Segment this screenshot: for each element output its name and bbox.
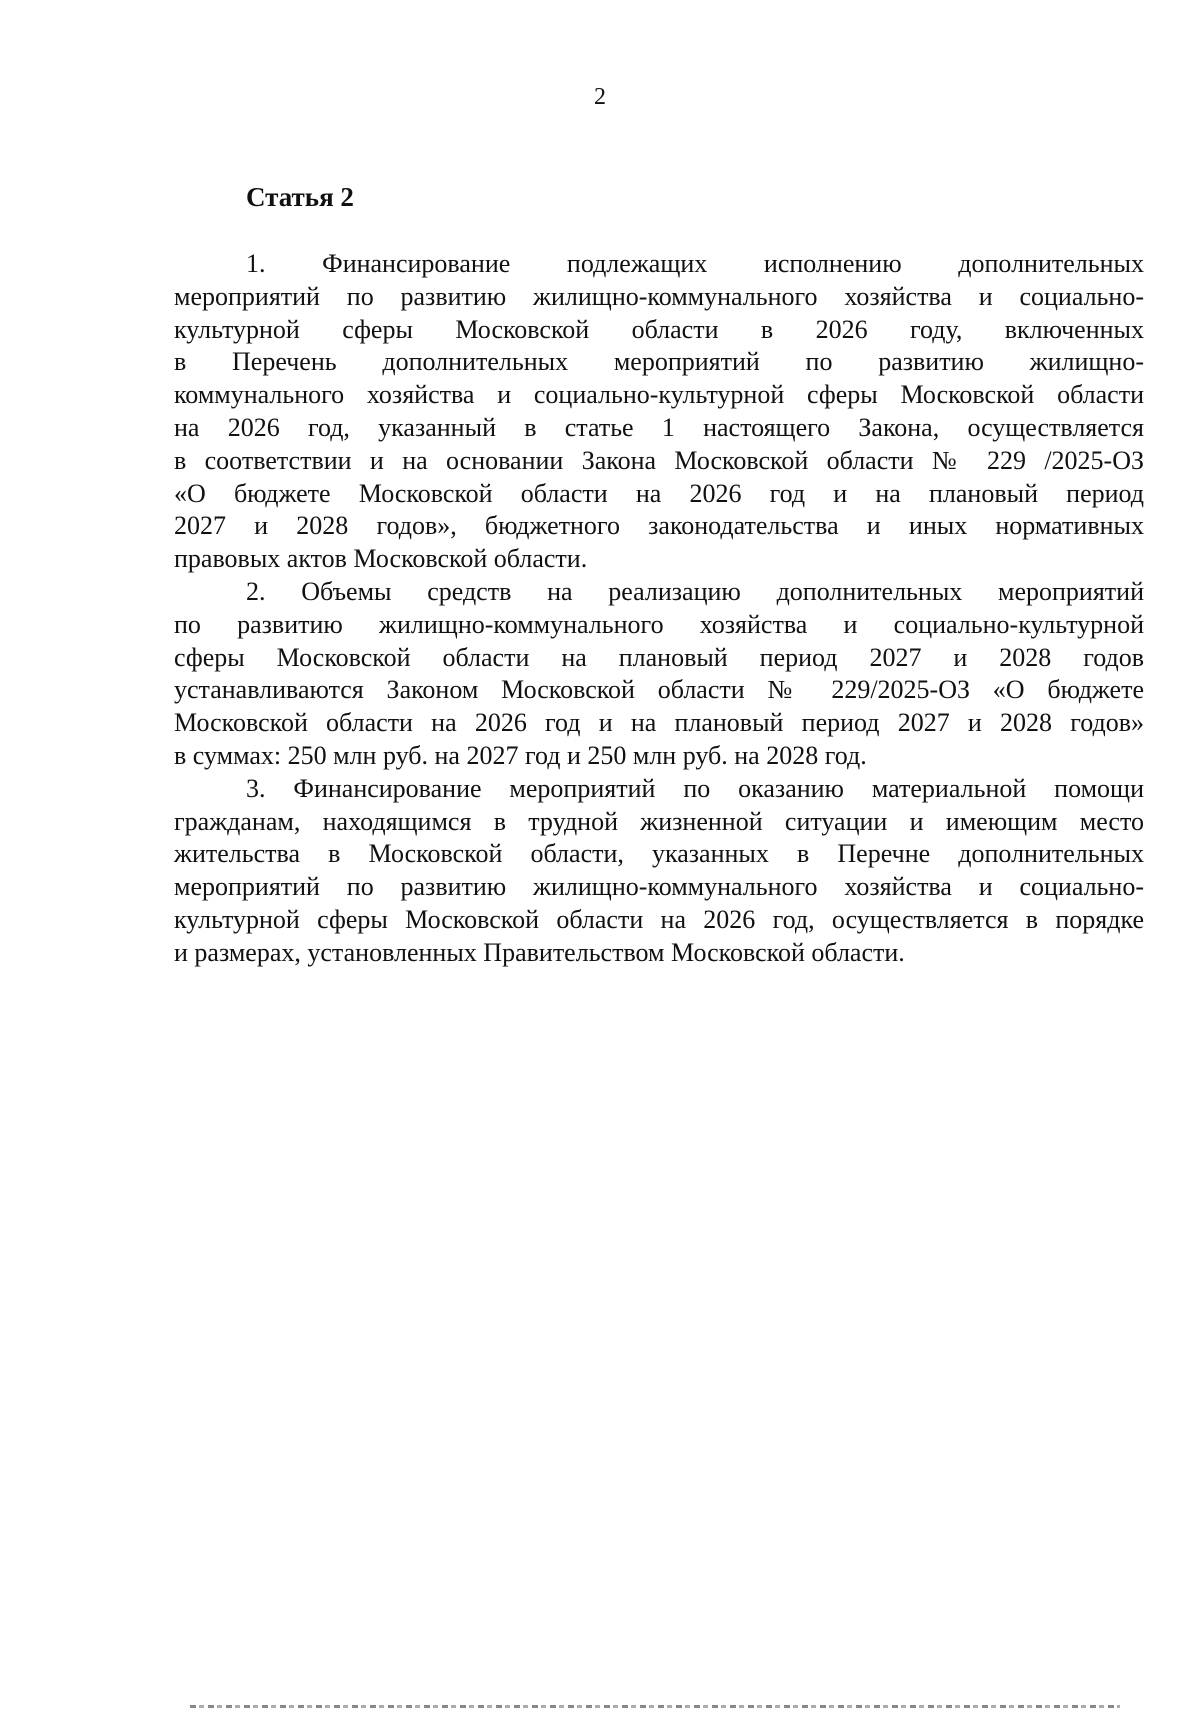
- article-body: [174, 248, 1144, 970]
- text-line: 3. Финансирование мероприятий по оказанию материальной помощи: [246, 773, 1144, 803]
- text-line: правовых актов Московской области.: [174, 544, 588, 574]
- text-line: по развитию жилищно-коммунального хозяйства и социально-культурной: [174, 609, 1144, 639]
- text-line: мероприятий по развитию жилищно-коммунального хозяйства и социально-: [174, 281, 1144, 311]
- text-line: и размерах, установленных Правительством Московской области.: [174, 937, 905, 967]
- text-line: в соответствии и на основании Закона Московской области № 229 /2025-ОЗ: [174, 445, 1144, 475]
- text-line: «О бюджете Московской области на 2026 год и на плановый период: [174, 478, 1144, 508]
- paragraph-1: [174, 248, 1144, 576]
- text-line: гражданам, находящимся в трудной жизненной ситуации и имеющим место: [174, 806, 1144, 836]
- article-heading: Статья 2: [246, 182, 354, 212]
- text-line: Московской области на 2026 год и на плановый период 2027 и 2028 годов»: [174, 708, 1144, 738]
- text-line: 2. Объемы средств на реализацию дополнительных мероприятий: [246, 576, 1144, 606]
- text-line: культурной сферы Московской области на 2026 год, осуществляется в порядке: [174, 904, 1144, 934]
- text-line: устанавливаются Законом Московской области № 229/2025-ОЗ «О бюджете: [174, 675, 1144, 705]
- text-line: сферы Московской области на плановый период 2027 и 2028 годов: [174, 642, 1144, 672]
- text-line: культурной сферы Московской области в 2026 году, включенных: [174, 314, 1144, 344]
- page-number: 2: [594, 84, 606, 110]
- text-line: в суммах: 250 млн руб. на 2027 год и 250 млн руб. на 2028 год.: [174, 740, 867, 770]
- text-line: жительства в Московской области, указанных в Перечне дополнительных: [174, 839, 1144, 869]
- text-line: в Перечень дополнительных мероприятий по развитию жилищно-: [174, 347, 1144, 377]
- text-line: мероприятий по развитию жилищно-коммунального хозяйства и социально-: [174, 872, 1144, 902]
- text-line: коммунального хозяйства и социально-культурной сферы Московской области: [174, 380, 1144, 410]
- text-line: на 2026 год, указанный в статье 1 настоящего Закона, осуществляется: [174, 412, 1144, 442]
- paragraph-3: [174, 773, 1144, 970]
- scan-edge-artifact: [190, 1705, 1120, 1708]
- text-line: 2027 и 2028 годов», бюджетного законодательства и иных нормативных: [174, 511, 1144, 541]
- text-line: 1. Финансирование подлежащих исполнению дополнительных: [246, 249, 1144, 278]
- paragraph-2: [174, 576, 1144, 773]
